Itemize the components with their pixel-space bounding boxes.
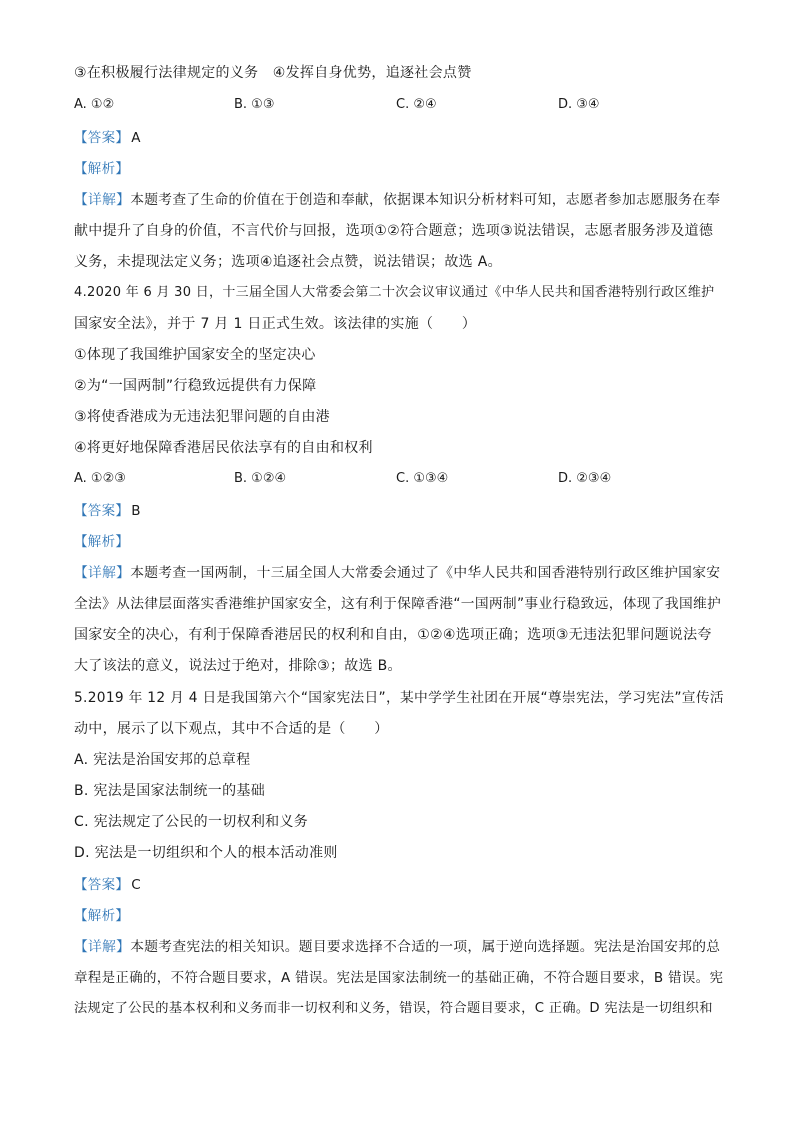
analysis-tag: 【解析】	[74, 161, 130, 177]
q5-detail-line-1	[74, 937, 720, 957]
q4-detail-line-2: 全法》从法律层面落实香港维护国家安全，这有利于保障香港“一国两制”事业行稳致远，体现了我国维护	[74, 596, 722, 612]
q4-answer-value: B	[131, 503, 141, 519]
q3-choices	[74, 95, 724, 115]
q5-option-b: B. 宪法是国家法制统一的基础	[74, 783, 266, 799]
q3-detail-line-3: 义务，未提现法定义务；选项④追逐社会点赞，说法错误；故选 A。	[74, 254, 502, 270]
q4-choice-d: D. ②③④	[558, 471, 612, 486]
q5-stem-line-1: 5.2019 年 12 月 4 日是我国第六个“国家宪法日”，某中学学生社团在开展“尊崇宪法，学习宪法”宣传活	[74, 690, 724, 706]
q4-choice-b: B. ①②④	[234, 471, 287, 486]
q4-item-4: ④将更好地保障香港居民依法享有的自由和权利	[74, 440, 373, 456]
analysis-tag: 【解析】	[74, 908, 130, 924]
q4-stem-line-2: 国家安全法》，并于 7 月 1 日正式生效。该法律的实施（ ）	[74, 316, 477, 332]
q3-choice-b: B. ①③	[234, 97, 275, 112]
q3-choice-d: D. ③④	[558, 97, 600, 112]
q4-detail-line-1	[74, 563, 720, 583]
detail-tag: 【详解】	[74, 939, 131, 955]
q3-detail-line-1	[74, 190, 720, 210]
answer-tag: 【答案】	[74, 503, 130, 519]
q5-stem-line-2: 动中，展示了以下观点，其中不合适的是（ ）	[74, 721, 389, 737]
answer-tag: 【答案】	[74, 877, 130, 893]
q5-answer-value: C	[131, 877, 141, 893]
q5-option-d: D. 宪法是一切组织和个人的根本活动准则	[74, 845, 338, 861]
q3-options-line: ③在积极履行法律规定的义务 ④发挥自身优势，追逐社会点赞	[74, 65, 472, 81]
q4-item-2: ②为“一国两制”行稳致远提供有力保障	[74, 378, 317, 394]
q4-item-3: ③将使香港成为无违法犯罪问题的自由港	[74, 409, 330, 425]
q3-detail-text-1: 本题考查了生命的价值在于创造和奉献，依据课本知识分析材料可知，志愿者参加志愿服务在奉	[130, 192, 721, 208]
q4-item-1: ①体现了我国维护国家安全的坚定决心	[74, 347, 316, 363]
q5-detail-line-2: 章程是正确的，不符合题目要求，A 错误。宪法是国家法制统一的基础正确，不符合题目要求，B 错误。宪	[74, 970, 724, 986]
q5-option-a: A. 宪法是治国安邦的总章程	[74, 752, 251, 768]
detail-tag: 【详解】	[74, 192, 131, 208]
answer-tag: 【答案】	[74, 130, 130, 146]
q4-analysis-tag	[74, 532, 129, 552]
q4-choices	[74, 469, 724, 489]
q4-detail-line-4: 大了该法的意义，说法过于绝对，排除③；故选 B。	[74, 658, 402, 674]
q5-option-c: C. 宪法规定了公民的一切权利和义务	[74, 814, 309, 830]
q5-analysis-tag	[74, 906, 129, 926]
q5-detail-line-3: 法规定了公民的基本权利和义务而非一切权利和义务，错误，符合题目要求，C 正确。D 宪法是一切组织和	[74, 1001, 713, 1016]
q4-detail-line-3: 国家安全的决心，有利于保障香港居民的权利和自由，①②④选项正确；选项③无违法犯罪问题说法夸	[74, 627, 712, 643]
q4-choice-c: C. ①③④	[396, 471, 449, 486]
q5-answer	[74, 875, 141, 895]
q4-stem-line-1: 4.2020 年 6 月 30 日，十三届全国人大常委会第二十次会议审议通过《中华人民共和国香港特别行政区维护	[74, 285, 715, 300]
q5-detail-text-1: 本题考查宪法的相关知识。题目要求选择不合适的一项，属于逆向选择题。宪法是治国安邦的总	[130, 939, 721, 955]
analysis-tag: 【解析】	[74, 534, 130, 550]
q3-detail-line-2: 献中提升了自身的价值，不言代价与回报，选项①②符合题意；选项③说法错误，志愿者服务涉及道德	[74, 223, 714, 239]
q3-choice-a: A. ①②	[74, 97, 115, 112]
q3-answer-value: A	[131, 130, 141, 146]
q4-answer	[74, 501, 141, 521]
q4-detail-text-1: 本题考查一国两制，十三届全国人大常委会通过了《中华人民共和国香港特别行政区维护国家安	[130, 565, 721, 581]
q3-choice-c: C. ②④	[396, 97, 437, 112]
q3-analysis-tag	[74, 159, 129, 179]
q4-choice-a: A. ①②③	[74, 471, 126, 486]
q3-answer	[74, 128, 141, 148]
detail-tag: 【详解】	[74, 565, 131, 581]
